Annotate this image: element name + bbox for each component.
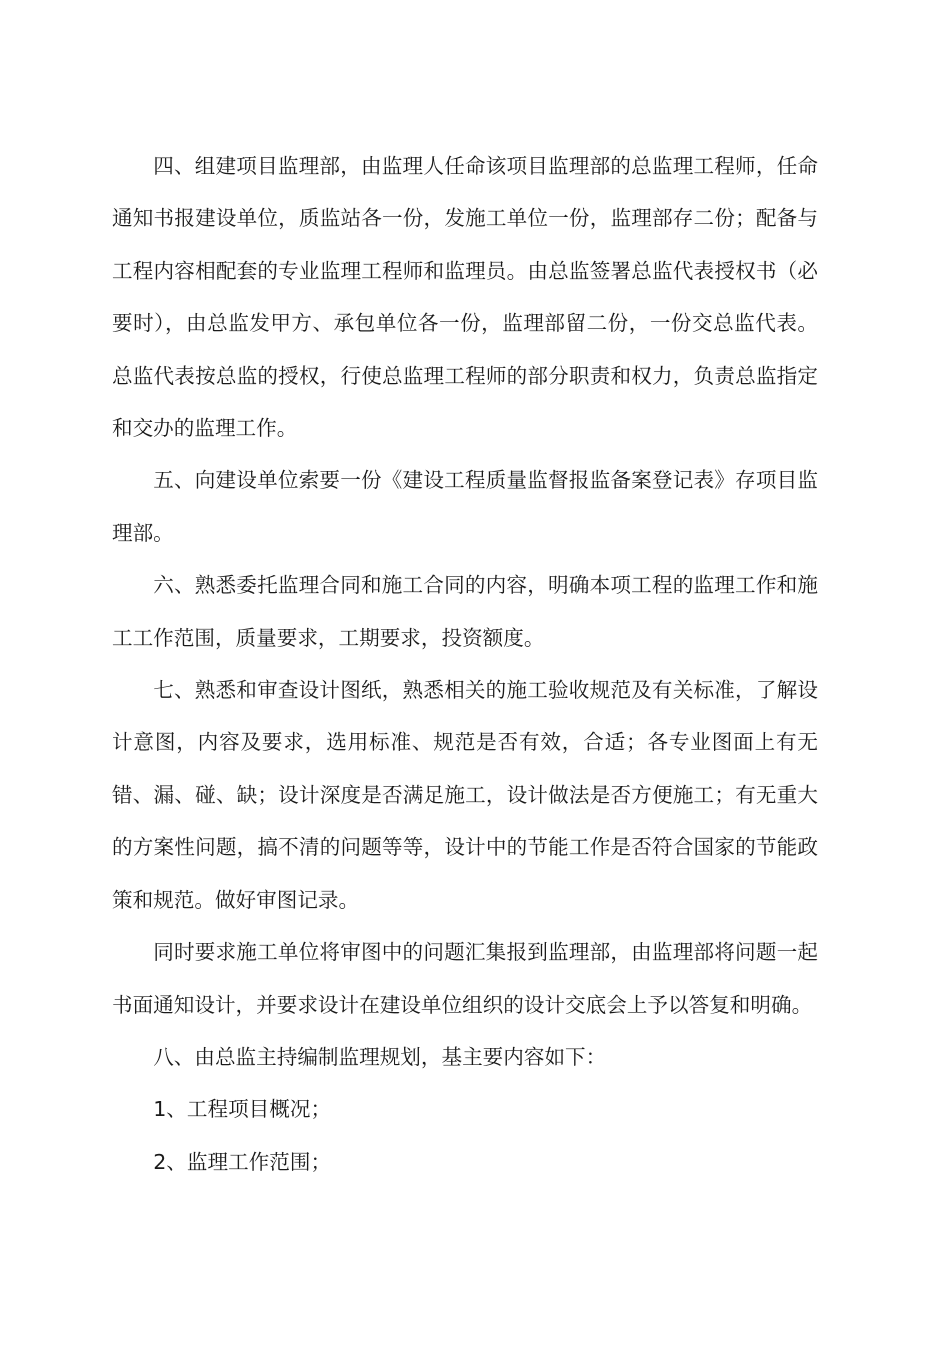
list-item-scope: 2、监理工作范围； [153, 1149, 332, 1174]
document-body [112, 140, 818, 1188]
paragraph-supervision-plan: 八、由总监主持编制监理规划，基主要内容如下： [153, 1044, 607, 1069]
paragraph-issue-collection: 同时要求施工单位将审图中的问题汇集报到监理部，由监理部将问题一起书面通知设计，并要求设计在建设单位组织的设计交底会上予以答复和明确。 [112, 940, 818, 1017]
paragraph-drawing-review: 七、熟悉和审查设计图纸，熟悉相关的施工验收规范及有关标准，了解设计意图，内容及要求，选用标准、规范是否有效，合适；各专业图面上有无错、漏、碰、缺；设计深度是否满足施工，设计做法是否方便施工；有无重大的方案性问题，搞不清的问题等等，设计中的节能工作是否符合国家的节能政策和规范。做好审图记录。 [112, 678, 818, 912]
paragraph-contract-review: 六、熟悉委托监理合同和施工合同的内容，明确本项工程的监理工作和施工工作范围，质量要求，工期要求，投资额度。 [112, 573, 818, 650]
paragraph-team-setup: 四、组建项目监理部，由监理人任命该项目监理部的总监理工程师，任命通知书报建设单位，质监站各一份，发施工单位一份，监理部存二份；配备与工程内容相配套的专业监理工程师和监理员。由总监签署总监代表授权书（必要时），由总监发甲方、承包单位各一份，监理部留二份，一份交总监代表。总监代表按总监的授权，行使总监理工程师的部分职责和权力，负责总监指定和交办的监理工作。 [112, 154, 818, 441]
list-item-project-overview: 1、工程项目概况； [153, 1097, 332, 1122]
paragraph-registration-form: 五、向建设单位索要一份《建设工程质量监督报监备案登记表》存项目监理部。 [112, 468, 818, 545]
